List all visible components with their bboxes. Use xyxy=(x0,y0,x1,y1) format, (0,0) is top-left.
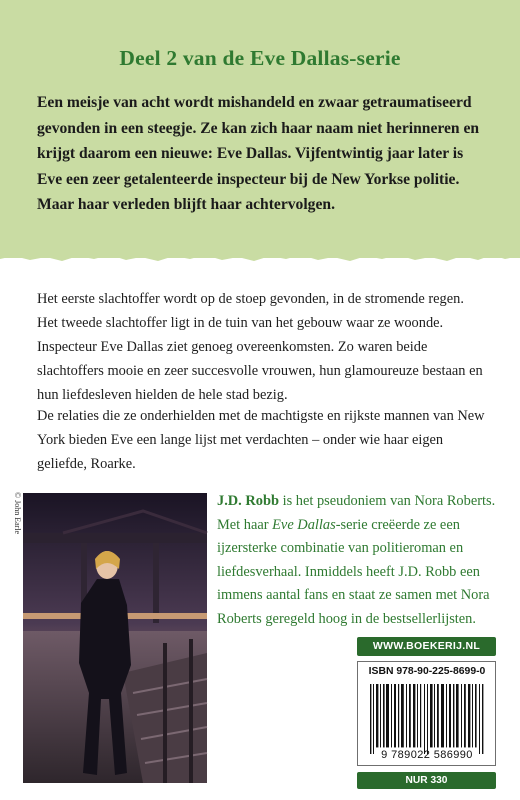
author-bio xyxy=(217,490,499,632)
isbn-label: ISBN 978-90-225-8699-0 xyxy=(368,666,486,677)
author-photo xyxy=(23,493,207,783)
author-bio-text-2: -serie creëerde ze een ijzersterke combinatie van politieroman en liefdesverhaal. Inmiddels heeft J.D. Robb een immens aantal fans en staat ze samen met Nora Roberts geregeld hoog in de bestsellerlijsten. xyxy=(217,516,490,627)
synopsis-paragraph-2: De relaties die ze onderhielden met de machtigste en rijkste mannen van New York bieden Eve een lange lijst met verdachten – onder wie haar eigen geliefde, Roarke. xyxy=(37,408,485,472)
synopsis-paragraph-1: Het eerste slachtoffer wordt op de stoep gevonden, in de stromende regen. Het tweede slachtoffer ligt in de tuin van het gebouw waar ze woonde. Inspecteur Eve Dallas ziet genoeg overeenkomsten. Zo waren beide slachtoffers mooie en zeer succesvolle vrouwen, hun glamoureuze bestaan en hun liefdesleven hielden de hele stad bezig. xyxy=(37,291,483,403)
nur-code: NUR 330 xyxy=(357,772,496,789)
author-bio-series: Eve Dallas xyxy=(272,516,336,533)
photo-credit-text: © John Earle xyxy=(13,492,22,535)
author-name: J.D. Robb xyxy=(217,493,279,509)
publisher-website[interactable]: WWW.BOEKERIJ.NL xyxy=(357,637,496,656)
series-title: Deel 2 van de Eve Dallas-serie xyxy=(119,46,401,70)
author-photo-image xyxy=(23,493,207,783)
torn-paper-edge xyxy=(0,246,520,270)
author-bio-text-1: is het pseudoniem van Nora Roberts. Met haar xyxy=(217,493,496,533)
barcode-graphic xyxy=(368,684,486,754)
isbn-barcode-box xyxy=(357,661,496,766)
photo-credit xyxy=(5,490,22,620)
barcode-digits: 9 789022 586990 xyxy=(381,749,473,761)
intro-blurb: Een meisje van acht wordt mishandeld en zwaar getraumatiseerd gevonden in een steegje. Ze kan zich haar naam niet herinneren en krijgt daarom een nieuwe: Eve Dallas. Vijfentwintig jaar later is Eve een zeer getalenteerde inspecteur bij de New Yorkse politie. Maar haar verleden blijft haar achtervolgen. xyxy=(37,94,480,213)
